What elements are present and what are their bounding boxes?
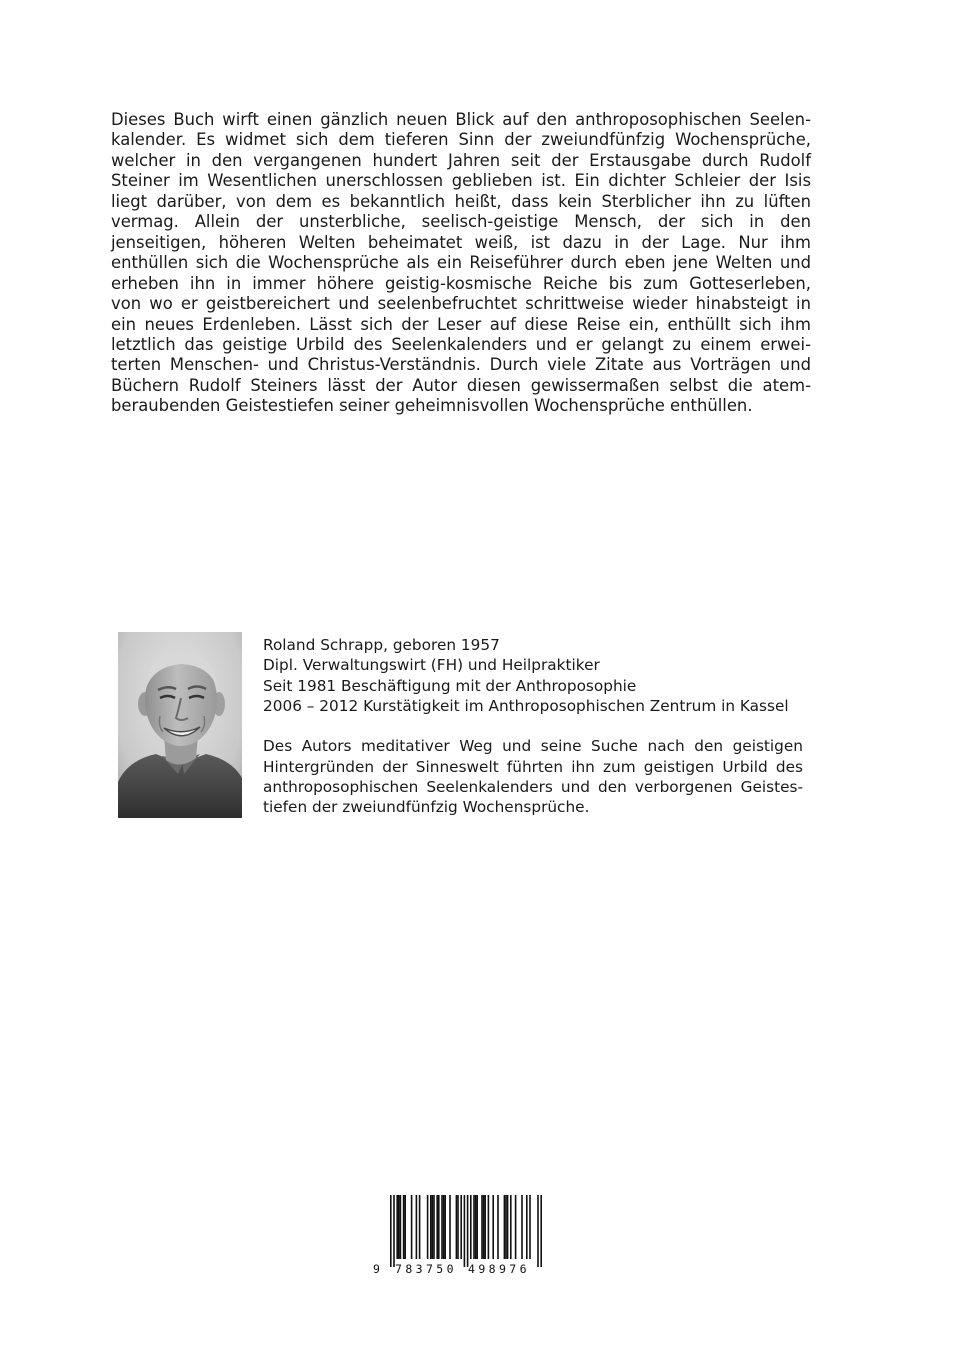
barcode-bar (404, 1195, 406, 1259)
barcode-bar (515, 1195, 517, 1259)
blurb-line: vermag. Allein der unsterbliche, seelisch-geistige Mensch, der sich in den (111, 212, 811, 232)
author-fact: Dipl. Verwaltungswirt (FH) und Heilpraktiker (263, 656, 600, 675)
back-cover-blurb (111, 110, 811, 417)
barcode-guard-bar (393, 1195, 395, 1267)
barcode-guard-bar (537, 1195, 539, 1267)
blurb-line: kalender. Es widmet sich dem tieferen Sinn der zweiundfünfzig Wochensprüche, (111, 130, 811, 150)
barcode-bar (476, 1195, 478, 1259)
barcode-bar (400, 1195, 402, 1259)
bio-line: Hintergründen der Sinneswelt führten ihn zum geistigen Urbild des (263, 757, 803, 776)
barcode-bar (396, 1195, 398, 1259)
barcode-bar (419, 1195, 421, 1259)
barcode-bar (430, 1195, 432, 1259)
blurb-line: von wo er geistbereichert und seelenbefruchtet schrittweise wieder hinabsteigt in (111, 294, 811, 314)
barcode-bar (441, 1195, 443, 1259)
barcode-bar (444, 1195, 446, 1259)
barcode-bar (488, 1195, 490, 1259)
barcode-first-digit: 9 (373, 1262, 380, 1276)
blurb-line: Büchern Rudolf Steiners lässt der Autor diesen gewissermaßen selbst die atem- (111, 375, 811, 395)
barcode-right-digits: 498976 (468, 1262, 530, 1276)
blurb-line: ein neues Erdenleben. Lässt sich der Leser auf diese Reise ein, enthüllt sich ihm (111, 314, 811, 334)
barcode-bar (443, 1195, 445, 1259)
barcode-bar (526, 1195, 528, 1259)
bio-line: anthroposophischen Seelenkalenders und den verborgenen Geistes- (263, 778, 803, 797)
barcode-bar (438, 1195, 440, 1259)
barcode-guard-bar (390, 1195, 392, 1267)
barcode-bar (497, 1195, 499, 1259)
blurb-line: erheben ihn in immer höhere geistig-kosmische Reiche bis zum Gotteserleben, (111, 273, 811, 293)
barcode-graphic (371, 1192, 543, 1278)
barcode-bar (505, 1195, 507, 1259)
barcode-bar (403, 1195, 405, 1259)
blurb-line: beraubenden Geistestiefen seiner geheimnisvollen Wochensprüche enthüllen. (111, 396, 753, 416)
barcode-bar (411, 1195, 413, 1259)
bio-line: Des Autors meditativer Weg und seine Suche nach den geistigen (263, 737, 803, 756)
author-photo (118, 632, 242, 818)
blurb-line: enthüllen sich die Wochensprüche als ein Reiseführer durch eben jene Welten und (111, 253, 811, 273)
blurb-line: welcher in den vergangenen hundert Jahren seit der Erstausgabe durch Rudolf (111, 150, 811, 170)
barcode-bar (470, 1195, 472, 1259)
barcode-bar (433, 1195, 435, 1259)
barcode-bar (457, 1195, 459, 1259)
blurb-line: terten Menschen- und Christus-Verständnis. Durch viele Zitate aus Vorträgen und (111, 355, 811, 375)
barcode-bar (473, 1195, 475, 1259)
author-fact: Roland Schrapp, geboren 1957 (263, 636, 500, 654)
author-fact: Seit 1981 Beschäftigung mit der Anthroposophie (263, 676, 637, 695)
barcode-bar (504, 1195, 506, 1259)
barcode-bar (427, 1195, 429, 1259)
barcode-bar (456, 1195, 458, 1259)
barcode-bar (460, 1195, 462, 1259)
blurb-line: letztlich das geistige Urbild des Seelenkalenders und er gelangt zu einem erwei- (111, 334, 811, 354)
blurb-line: jenseitigen, höheren Welten beheimatet weiß, ist dazu in der Lage. Nur ihm (111, 232, 811, 252)
barcode-bar (398, 1195, 400, 1259)
barcode-bar (529, 1195, 531, 1259)
barcode-guard-bar (467, 1195, 469, 1267)
barcode-guard-bar (464, 1195, 466, 1267)
barcode-bar (484, 1195, 486, 1259)
author-fact: 2006 – 2012 Kurstätigkeit im Anthroposophischen Zentrum in Kassel (263, 696, 789, 715)
barcode-bar (449, 1195, 451, 1259)
bio-line: tiefen der zweiundfünfzig Wochensprüche. (263, 798, 590, 817)
author-bio (263, 635, 803, 818)
barcode-bar (510, 1195, 512, 1259)
barcode-bar (483, 1195, 485, 1259)
barcode-bar (432, 1195, 434, 1259)
barcode-bar (492, 1195, 494, 1259)
barcode-bar (521, 1195, 523, 1259)
barcode-bar (475, 1195, 477, 1259)
blurb-line: liegt darüber, von dem es bekanntlich heißt, dass kein Sterblicher ihn zu lüften (111, 191, 811, 211)
barcode-bar (416, 1195, 418, 1259)
paragraph-gap (263, 716, 803, 736)
barcode-left-digits: 783750 (395, 1262, 457, 1276)
barcode-guard-bar (540, 1195, 542, 1267)
barcode-bar (481, 1195, 483, 1259)
blurb-line: Dieses Buch wirft einen gänzlich neuen Blick auf den anthroposophischen Seelen- (111, 110, 811, 129)
barcode-bar (436, 1195, 438, 1259)
barcode-bar (507, 1195, 509, 1259)
blurb-line: Steiner im Wesentlichen unerschlossen geblieben ist. Ein dichter Schleier der Isis (111, 171, 811, 191)
isbn-barcode (371, 1192, 543, 1278)
